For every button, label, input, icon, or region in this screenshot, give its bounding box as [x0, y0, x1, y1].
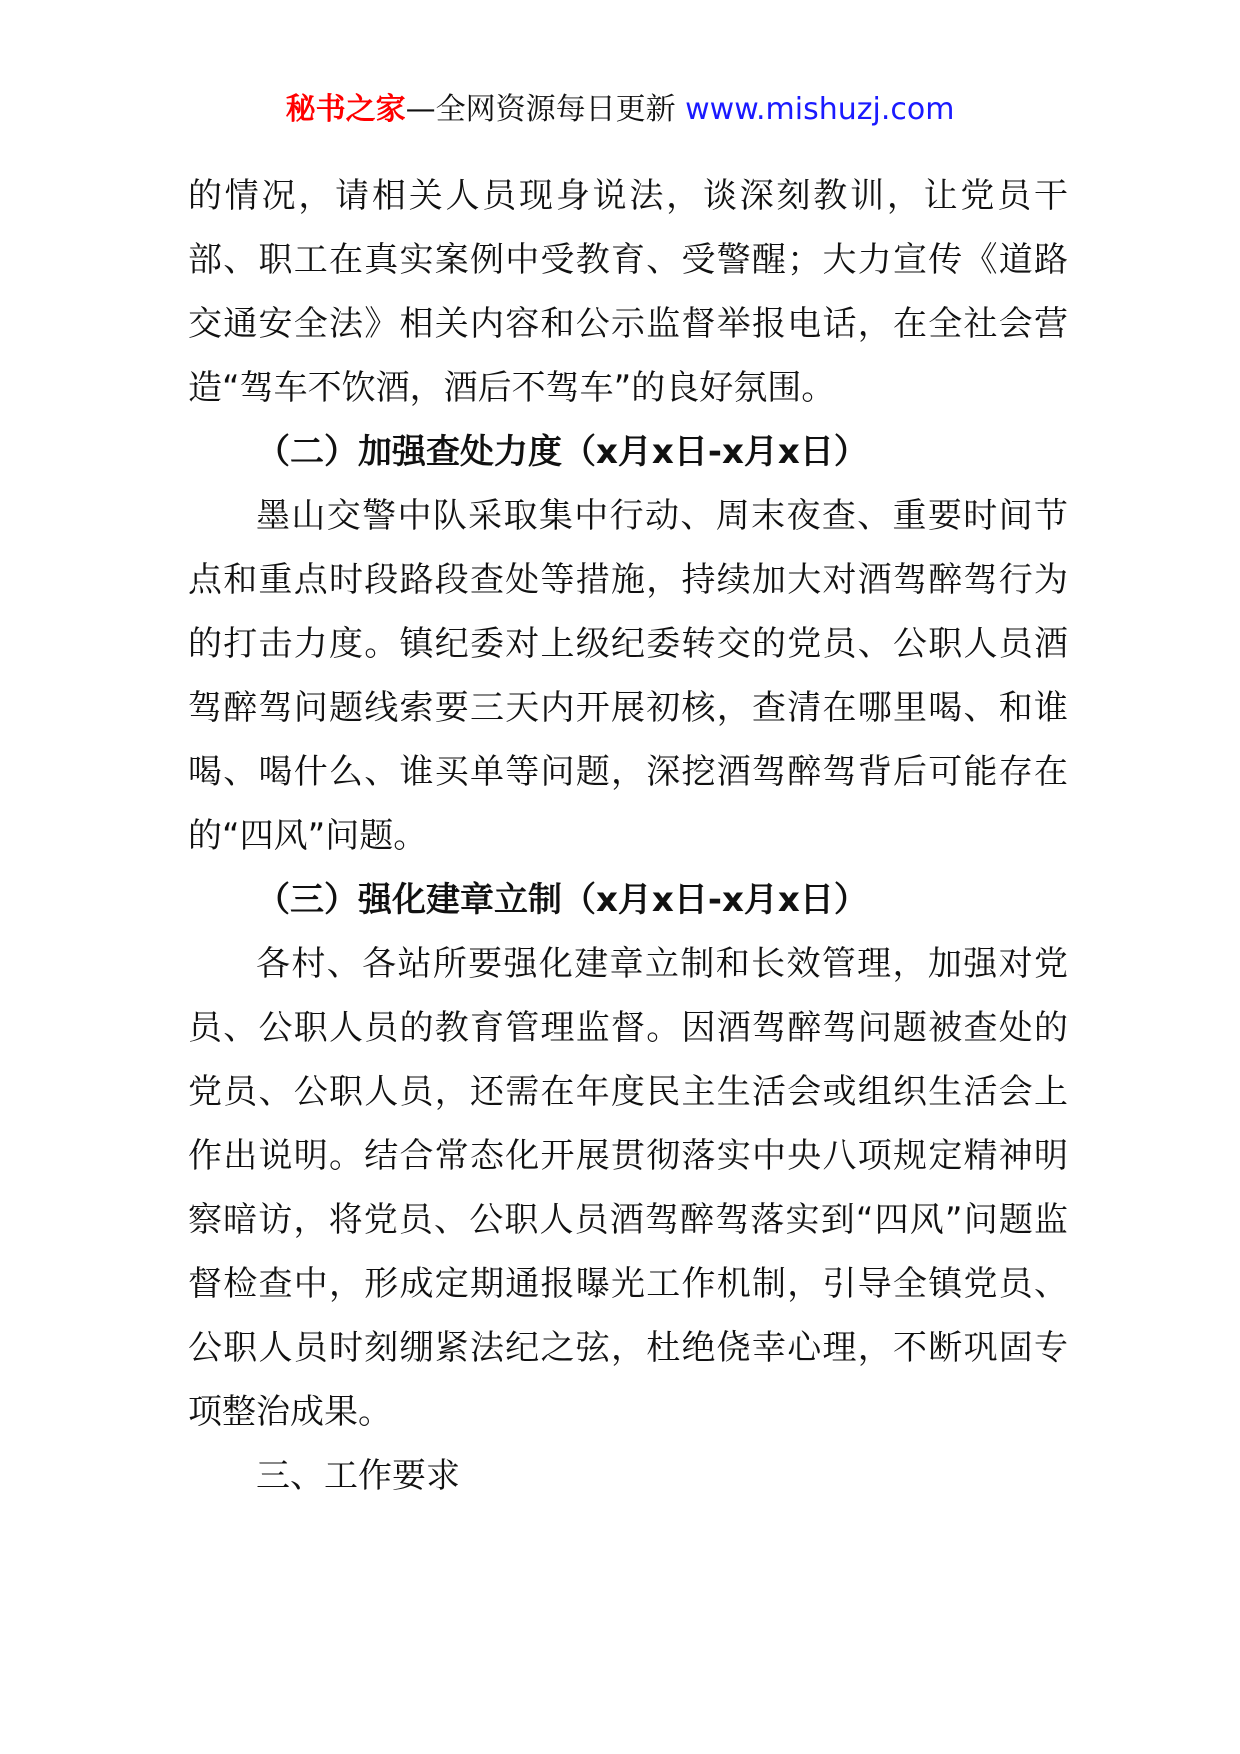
site-brand: 秘书之家: [285, 92, 406, 127]
paragraph-enforcement: 墨山交警中队采取集中行动、周末夜查、重要时间节点和重点时段路段查处等措施，持续加大对酒驾醉驾行为的打击力度。镇纪委对上级纪委转交的党员、公职人员酒驾醉驾问题线索要三天内开展初核，查清在哪里喝、和谁喝、喝什么、谁买单等问题，深挖酒驾醉驾背后可能存在的“四风”问题。: [188, 496, 1068, 856]
site-header: [0, 88, 1240, 132]
site-tagline: —全网资源每日更新: [405, 92, 686, 127]
section-heading-2: （二）加强查处力度（x月x日-x月x日）: [256, 432, 868, 472]
document-body: [188, 164, 1068, 1508]
section-heading-3: （三）强化建章立制（x月x日-x月x日）: [256, 880, 868, 920]
site-url[interactable]: www.mishuzj.com: [685, 92, 955, 127]
paragraph-institution: 各村、各站所要强化建章立制和长效管理，加强对党员、公职人员的教育管理监督。因酒驾醉驾问题被查处的党员、公职人员，还需在年度民主生活会或组织生活会上作出说明。结合常态化开展贯彻落实中央八项规定精神明察暗访，将党员、公职人员酒驾醉驾落实到“四风”问题监督检查中，形成定期通报曝光工作机制，引导全镇党员、公职人员时刻绷紧法纪之弦，杜绝侥幸心理，不断巩固专项整治成果。: [188, 944, 1068, 1432]
section-title-requirements: 三、工作要求: [256, 1456, 460, 1496]
paragraph-continuation: 的情况，请相关人员现身说法，谈深刻教训，让党员干部、职工在真实案例中受教育、受警醒；大力宣传《道路交通安全法》相关内容和公示监督举报电话，在全社会营造“驾车不饮酒，酒后不驾车”的良好氛围。: [188, 176, 1068, 408]
